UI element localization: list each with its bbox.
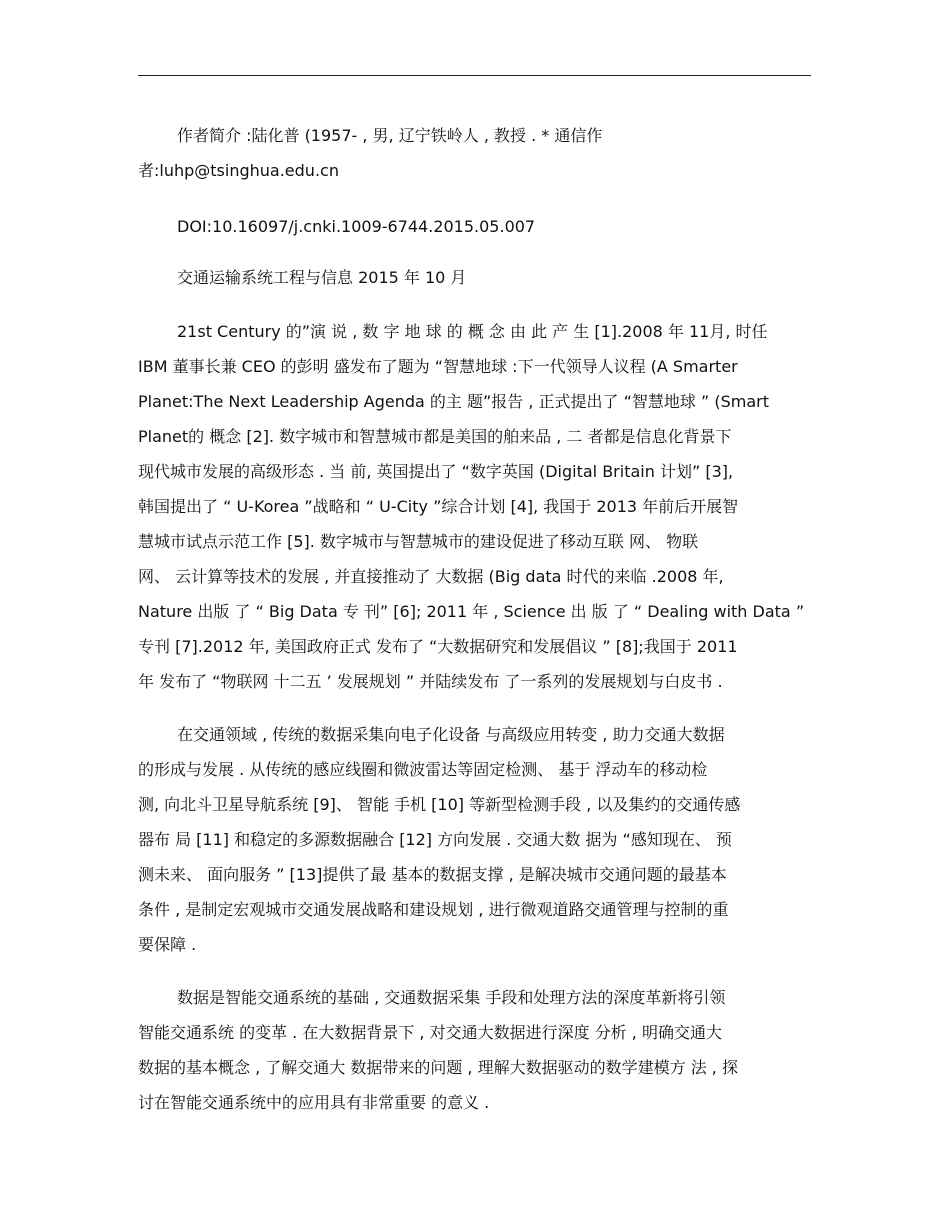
paragraph-line: 的形成与发展 . 从传统的感应线圈和微波雷达等固定检测、 基于 浮动车的移动检 <box>138 760 708 779</box>
paragraph-line: 在交通领域 , 传统的数据采集向电子化设备 与高级应用转变 , 助力交通大数据 <box>177 725 725 744</box>
paragraph-line: 条件 , 是制定宏观城市交通发展战略和建设规划 , 进行微观道路交通管理与控制的重 <box>138 900 729 919</box>
paragraph-line: 年 发布了 “物联网 十二五 ’ 发展规划 ” 并陆续发布 了一系列的发展规划与白皮书 . <box>138 672 723 691</box>
author-note-line: 作者简介 :陆化普 (1957- , 男, 辽宁铁岭人 , 教授 . * 通信作 <box>177 126 603 145</box>
paragraph-line: 网、 云计算等技术的发展 , 并直接推动了 大数据 (Big data 时代的来临 .2008 年, <box>138 567 724 586</box>
header-rule <box>138 75 811 76</box>
paragraph-line: 讨在智能交通系统中的应用具有非常重要 的意义 . <box>138 1093 490 1112</box>
paragraph-line: Nature 出版 了 “ Big Data 专 刊” [6]; 2011 年 , Science 出 版 了 “ Dealing with Data ” <box>138 602 805 621</box>
paragraph-line: 器布 局 [11] 和稳定的多源数据融合 [12] 方向发展 . 交通大数 据为 “感知现在、 预 <box>138 830 732 849</box>
paragraph-line: 专刊 [7].2012 年, 美国政府正式 发布了 “大数据研究和发展倡议 ” [8];我国于 2011 <box>138 637 738 656</box>
paragraph-line: 要保障 . <box>138 935 197 954</box>
paragraph-line: 测未来、 面向服务 ” [13]提供了最 基本的数据支撑 , 是解决城市交通问题的最基本 <box>138 865 727 884</box>
paragraph-line: 韩国提出了 “ U-Korea ”战略和 “ U-City ”综合计划 [4], 我国于 2013 年前后开展智 <box>138 497 739 516</box>
paragraph-line: 数据是智能交通系统的基础 , 交通数据采集 手段和处理方法的深度革新将引领 <box>177 988 726 1007</box>
doi-text: DOI:10.16097/j.cnki.1009-6744.2015.05.007 <box>177 217 536 236</box>
paragraph-line: Planet的 概念 [2]. 数字城市和智慧城市都是美国的舶来品 , 二 者都是信息化背景下 <box>138 427 732 446</box>
paragraph-line: Planet:The Next Leadership Agenda 的主 题”报告 , 正式提出了 “智慧地球 ” (Smart <box>138 392 770 411</box>
paragraph-line: 现代城市发展的高级形态 . 当 前, 英国提出了 “数字英国 (Digital Britain 计划” [3], <box>138 462 734 481</box>
paragraph-line: 智能交通系统 的变革 . 在大数据背景下 , 对交通大数据进行深度 分析 , 明确交通大 <box>138 1023 722 1042</box>
journal-info: 交通运输系统工程与信息 2015 年 10 月 <box>177 268 467 287</box>
paragraph-line: 数据的基本概念 , 了解交通大 数据带来的问题 , 理解大数据驱动的数学建模方 法 , 探 <box>138 1058 738 1077</box>
author-note-line: 者:luhp@tsinghua.edu.cn <box>138 161 339 180</box>
paragraph-line: IBM 董事长兼 CEO 的彭明 盛发布了题为 “智慧地球 :下一代领导人议程 (A Smarter <box>138 357 738 376</box>
paragraph-line: 测, 向北斗卫星导航系统 [9]、 智能 手机 [10] 等新型检测手段 , 以及集约的交通传感 <box>138 795 741 814</box>
paragraph-line: 21st Century 的”演 说 , 数 字 地 球 的 概 念 由 此 产 生 [1].2008 年 11月, 时任 <box>177 322 768 341</box>
paragraph-line: 慧城市试点示范工作 [5]. 数字城市与智慧城市的建设促进了移动互联 网、 物联 <box>138 532 699 551</box>
